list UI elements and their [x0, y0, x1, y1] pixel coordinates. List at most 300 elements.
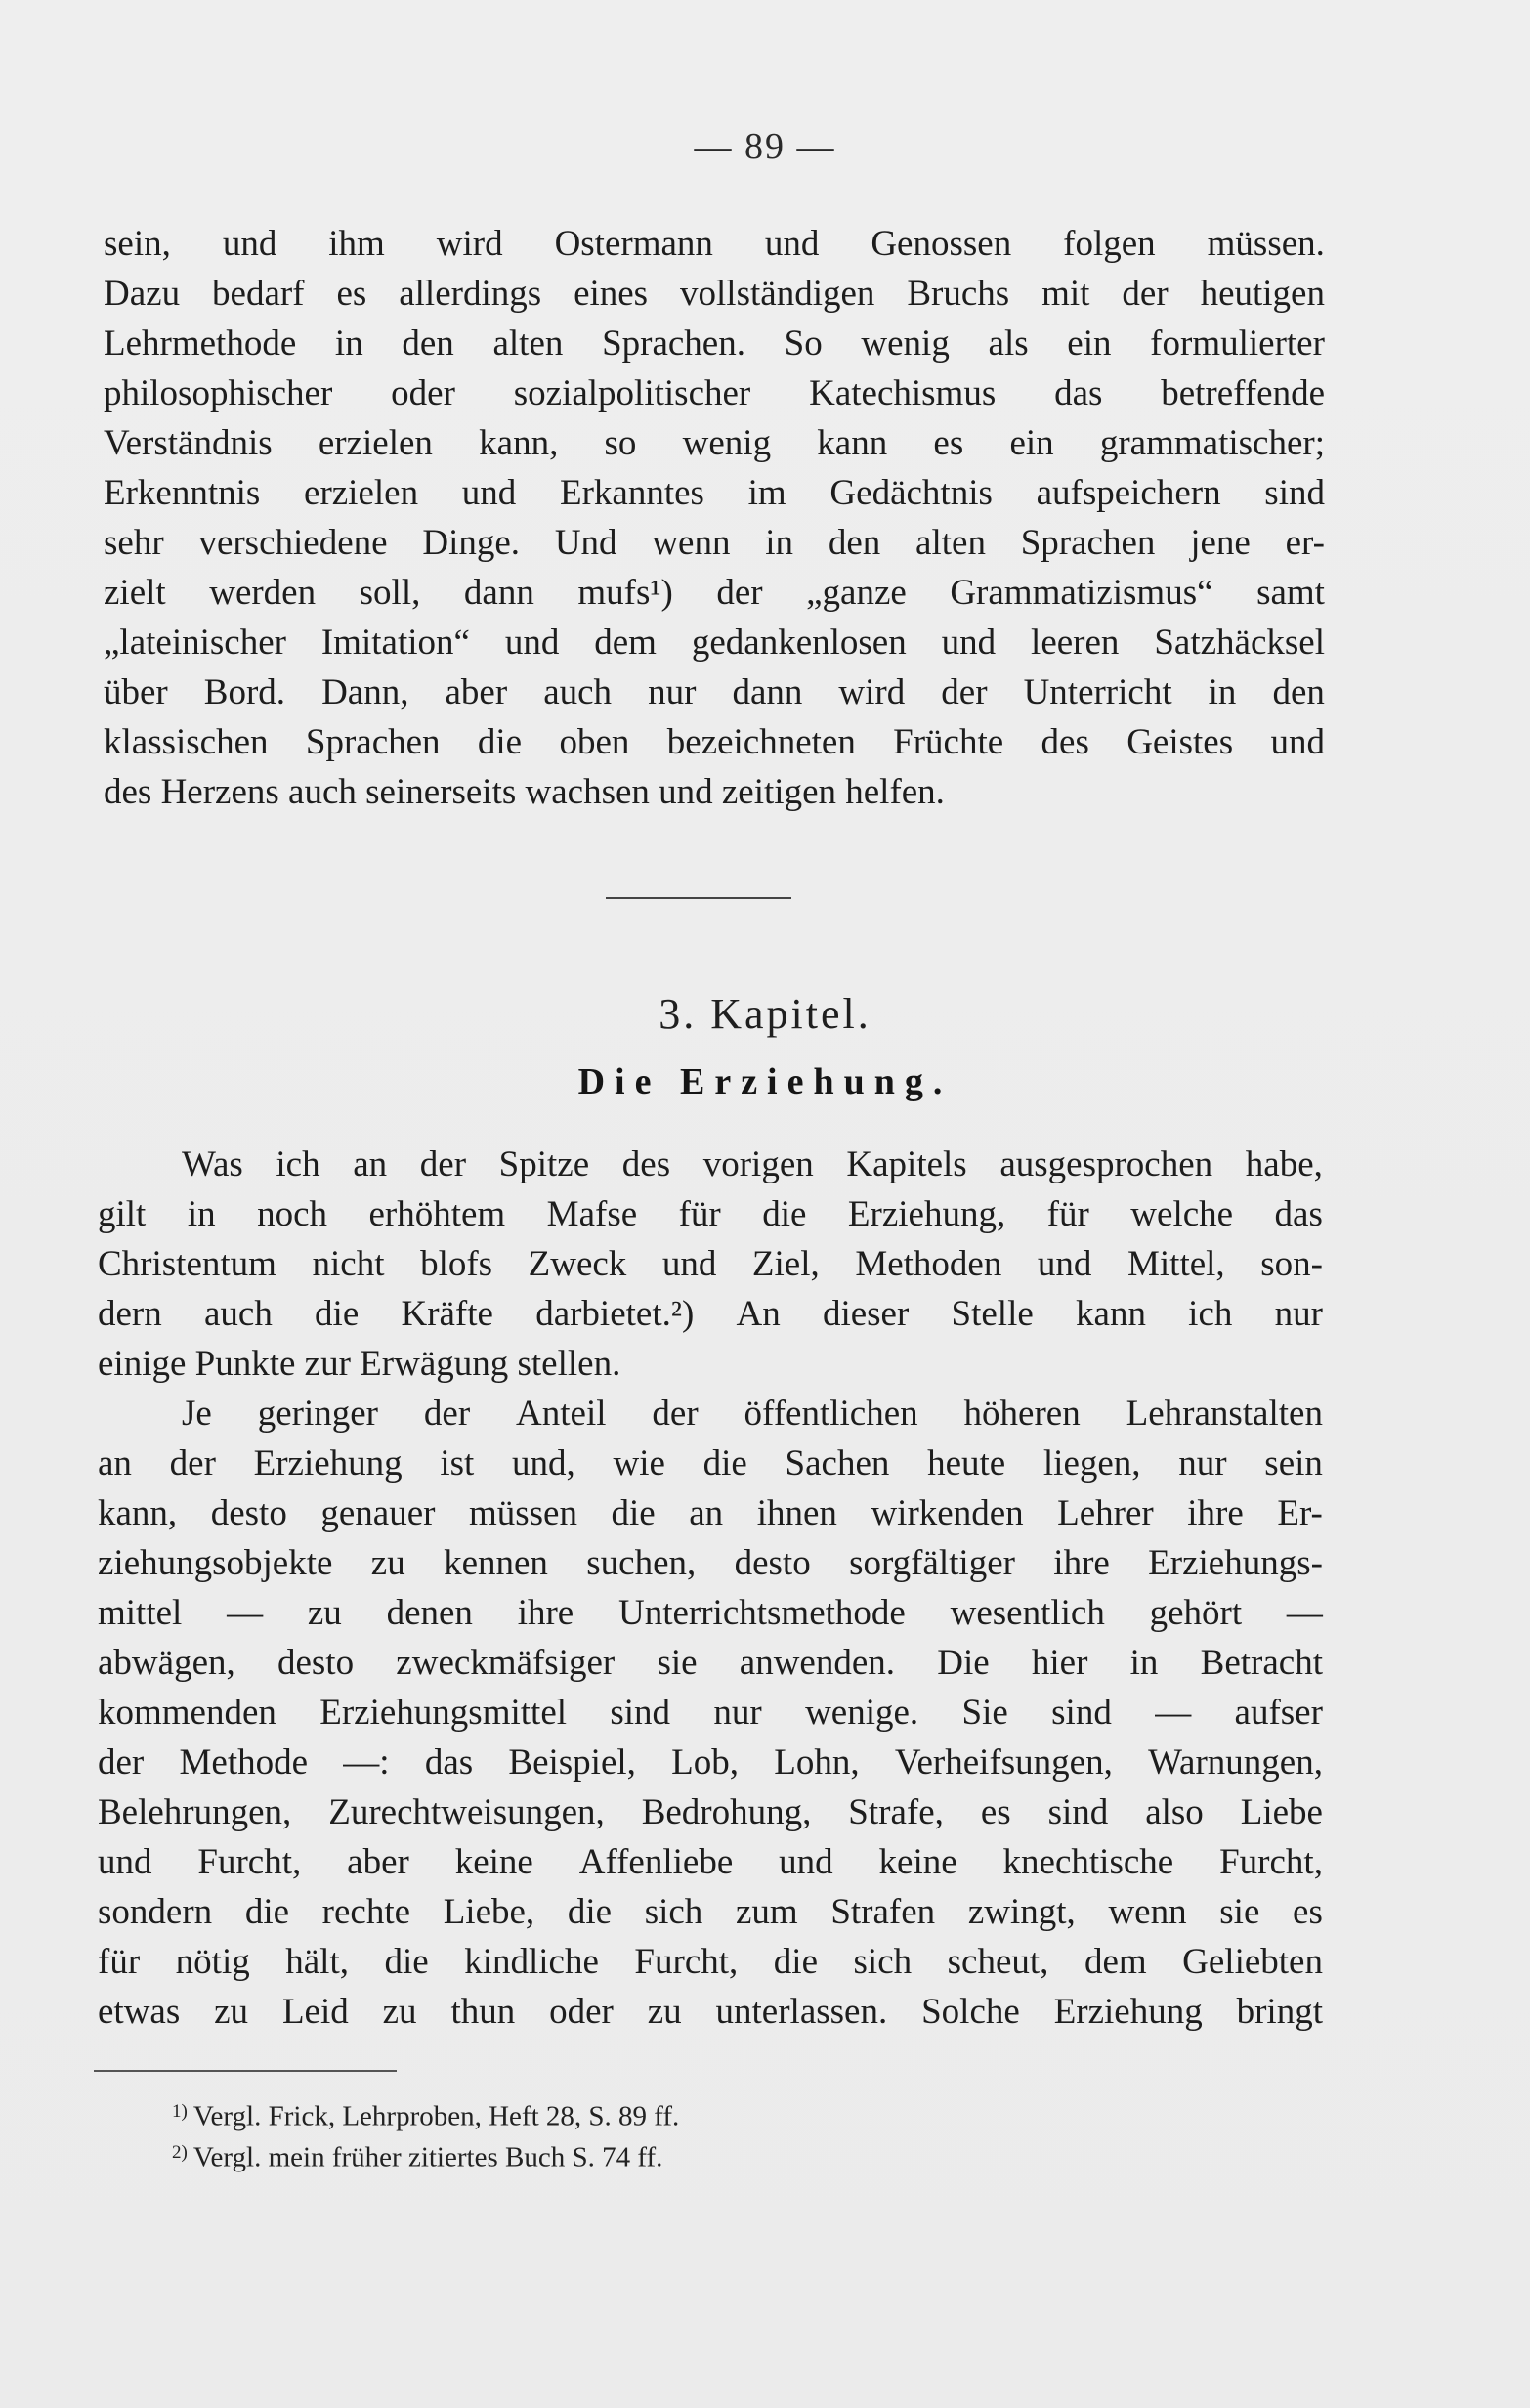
- text-line: [104, 422, 1325, 472]
- word: Ziel,: [751, 1244, 820, 1284]
- word: desto: [734, 1543, 811, 1583]
- word: mufs¹): [577, 573, 673, 613]
- word: kann,: [479, 423, 559, 463]
- word: der: [652, 1394, 699, 1434]
- word: Er-: [1277, 1493, 1323, 1533]
- word: alten: [492, 323, 564, 364]
- word: Geistes: [1126, 722, 1234, 762]
- word: So: [784, 323, 823, 364]
- word: genauer: [320, 1493, 436, 1533]
- word: wirkenden: [871, 1493, 1024, 1533]
- word: noch: [257, 1194, 327, 1234]
- word: keine: [454, 1842, 533, 1882]
- word: an: [353, 1144, 388, 1184]
- chapter-number: 3. Kapitel.: [659, 990, 871, 1038]
- word: der: [941, 672, 988, 712]
- word: oder: [391, 373, 455, 413]
- word: werden: [209, 573, 317, 613]
- word: für: [1046, 1194, 1089, 1234]
- word: Spitze: [498, 1144, 590, 1184]
- word: öffentlichen: [744, 1394, 918, 1434]
- word: ihre: [517, 1593, 574, 1633]
- word: ihnen: [756, 1493, 837, 1533]
- word: geringer: [257, 1394, 378, 1434]
- word: nur: [1178, 1443, 1227, 1484]
- word: wie: [613, 1443, 665, 1484]
- word: ihm: [328, 224, 385, 264]
- word: aber: [445, 672, 508, 712]
- word: oder: [549, 1992, 614, 2032]
- word: anwenden.: [739, 1643, 896, 1683]
- word: für: [98, 1942, 141, 1982]
- word: ist: [440, 1443, 475, 1484]
- word: sind: [1264, 473, 1325, 513]
- word: Satzhäcksel: [1154, 623, 1325, 663]
- word: Belehrungen,: [98, 1792, 292, 1832]
- word: nur: [648, 672, 697, 712]
- word: dann: [732, 672, 803, 712]
- word: Strafen: [830, 1892, 936, 1932]
- word: Beispiel,: [508, 1742, 636, 1783]
- word: Erkenntnis: [104, 473, 261, 513]
- text-line: [182, 1393, 1323, 1442]
- word: Genossen: [871, 224, 1012, 264]
- word: höheren: [963, 1394, 1081, 1434]
- word: Unterricht: [1023, 672, 1172, 712]
- word: „ganze: [806, 573, 907, 613]
- word: Katechismus: [809, 373, 997, 413]
- word: die: [567, 1892, 613, 1932]
- word: und,: [512, 1443, 575, 1484]
- word: desto: [276, 1643, 355, 1683]
- word: sie: [657, 1643, 698, 1683]
- word: Je: [182, 1394, 212, 1434]
- word: und: [1270, 722, 1325, 762]
- word: Was: [182, 1144, 243, 1184]
- word: die: [762, 1194, 807, 1234]
- word: sie: [1219, 1892, 1260, 1932]
- word: Lehrer: [1057, 1493, 1154, 1533]
- word: in: [334, 323, 363, 364]
- word: es: [980, 1792, 1011, 1832]
- word: sind: [1047, 1792, 1109, 1832]
- word: zwingt,: [967, 1892, 1076, 1932]
- word: betreffende: [1161, 373, 1325, 413]
- word: der: [423, 1394, 471, 1434]
- word: Affenliebe: [578, 1842, 734, 1882]
- word: des: [621, 1144, 671, 1184]
- word: —: [1155, 1693, 1192, 1733]
- word: die: [773, 1942, 818, 1982]
- text-line: [98, 1941, 1323, 1991]
- word: dem: [594, 623, 657, 663]
- word: —:: [343, 1742, 390, 1783]
- word: sozialpolitischer: [513, 373, 751, 413]
- word: blofs: [420, 1244, 493, 1284]
- word: zu: [382, 1992, 417, 2032]
- word: kommenden: [98, 1693, 276, 1733]
- word: Sie: [961, 1693, 1008, 1733]
- word: gehört: [1149, 1593, 1243, 1633]
- word: die: [244, 1892, 290, 1932]
- word: und: [461, 473, 517, 513]
- word: leeren: [1031, 623, 1120, 663]
- word: thun: [450, 1992, 516, 2032]
- word: für: [678, 1194, 721, 1234]
- word: heute: [927, 1443, 1006, 1484]
- text-line: [98, 1891, 1323, 1941]
- word: erhöhtem: [368, 1194, 506, 1234]
- word: scheut,: [947, 1942, 1049, 1982]
- word: auch: [203, 1294, 273, 1334]
- word: sehr: [104, 523, 164, 563]
- word: in: [1129, 1643, 1159, 1683]
- word: jene: [1190, 523, 1251, 563]
- word: den: [1272, 672, 1325, 712]
- text-line: [98, 1193, 1323, 1243]
- word: kindliche: [464, 1942, 599, 1982]
- word: über: [104, 672, 168, 712]
- word: Furcht,: [197, 1842, 302, 1882]
- word: Bord.: [203, 672, 286, 712]
- word: nötig: [175, 1942, 250, 1982]
- word: und: [222, 224, 277, 264]
- word: dern: [98, 1294, 162, 1334]
- word: das: [424, 1742, 474, 1783]
- word: bedarf: [212, 274, 305, 314]
- text-line: [104, 273, 1325, 322]
- word: in: [765, 523, 794, 563]
- text-line: [98, 1642, 1323, 1692]
- word: der: [1122, 274, 1169, 314]
- word: kann,: [98, 1493, 178, 1533]
- word: mit: [1041, 274, 1090, 314]
- word: bezeichneten: [666, 722, 856, 762]
- footnote-2: [172, 2140, 662, 2174]
- word: zu: [214, 1992, 249, 2032]
- text-line: des Herzens auch seinerseits wachsen und zeitigen helfen.: [104, 772, 945, 812]
- word: verschiedene: [198, 523, 388, 563]
- footnote-1: [172, 2099, 679, 2133]
- word: wenig: [861, 323, 950, 364]
- word: wenn: [652, 523, 731, 563]
- word: und: [779, 1842, 833, 1882]
- word: alten: [915, 523, 986, 563]
- word: ausgesprochen: [999, 1144, 1213, 1184]
- word: nur: [713, 1693, 762, 1733]
- word: Methode: [179, 1742, 309, 1783]
- word: Geliebten: [1182, 1942, 1323, 1982]
- text-line: [98, 1592, 1323, 1642]
- word: Erkanntes: [560, 473, 704, 513]
- word: sorgfältiger: [849, 1543, 1015, 1583]
- word: unterlassen.: [715, 1992, 888, 2032]
- word: zu: [647, 1992, 682, 2032]
- word: Lob,: [671, 1742, 740, 1783]
- text-line: [104, 322, 1325, 372]
- word: als: [988, 323, 1029, 364]
- word: Mafse: [546, 1194, 638, 1234]
- word: Mittel,: [1126, 1244, 1225, 1284]
- text-line: [182, 1143, 1323, 1193]
- word: allerdings: [399, 274, 542, 314]
- word: erzielen: [318, 423, 433, 463]
- word: der: [98, 1742, 145, 1783]
- word: Liebe: [1240, 1792, 1323, 1832]
- word: welche: [1130, 1194, 1234, 1234]
- word: Dinge.: [422, 523, 521, 563]
- word: sind: [610, 1693, 671, 1733]
- word: Liebe,: [443, 1892, 535, 1932]
- word: aufspeichern: [1036, 473, 1221, 513]
- footnote-mark: 2): [172, 2142, 188, 2163]
- word: den: [828, 523, 881, 563]
- word: ich: [276, 1144, 320, 1184]
- word: ihre: [1053, 1543, 1110, 1583]
- word: vollständigen: [680, 274, 875, 314]
- word: zum: [735, 1892, 798, 1932]
- word: ich: [1188, 1294, 1233, 1334]
- text-line: [104, 622, 1325, 671]
- word: desto: [210, 1493, 287, 1533]
- word: Lehrmethode: [104, 323, 297, 364]
- text-line: [104, 671, 1325, 721]
- text-line: [98, 1243, 1323, 1293]
- word: Solche: [921, 1992, 1020, 2032]
- word: Stelle: [951, 1294, 1034, 1334]
- word: Früchte: [893, 722, 1004, 762]
- word: Zweck: [528, 1244, 627, 1284]
- word: zielt: [104, 573, 166, 613]
- word: folgen: [1063, 224, 1156, 264]
- word: Sprachen.: [602, 323, 745, 364]
- word: sich: [853, 1942, 913, 1982]
- word: in: [1208, 672, 1237, 712]
- word: und: [764, 224, 820, 264]
- word: die: [384, 1942, 429, 1982]
- word: formulierter: [1150, 323, 1325, 364]
- word: Verheifsungen,: [894, 1742, 1113, 1783]
- word: ziehungsobjekte: [98, 1543, 333, 1583]
- word: er-: [1285, 523, 1325, 563]
- word: also: [1145, 1792, 1204, 1832]
- word: Erziehungsmittel: [319, 1693, 568, 1733]
- word: sind: [1051, 1693, 1112, 1733]
- word: An: [736, 1294, 781, 1334]
- text-line: [98, 1791, 1323, 1841]
- word: wenig: [682, 423, 772, 463]
- footnote-mark: 1): [172, 2101, 188, 2122]
- word: Bruchs: [907, 274, 1010, 314]
- word: kann: [817, 423, 888, 463]
- word: heutigen: [1200, 274, 1325, 314]
- word: wenige.: [805, 1693, 919, 1733]
- word: aber: [347, 1842, 409, 1882]
- text-line: [98, 1991, 1323, 2041]
- word: Erziehung,: [847, 1194, 1006, 1234]
- text-line: [98, 1293, 1323, 1343]
- word: son-: [1260, 1244, 1323, 1284]
- chapter-title: Die Erziehung.: [577, 1061, 953, 1102]
- word: in: [187, 1194, 216, 1234]
- word: Erziehung: [1053, 1992, 1203, 2032]
- word: sich: [644, 1892, 703, 1932]
- word: sondern: [98, 1892, 213, 1932]
- word: Methoden: [855, 1244, 1002, 1284]
- word: wenn: [1108, 1892, 1187, 1932]
- page-number: — 89 —: [694, 126, 836, 167]
- word: oben: [559, 722, 630, 762]
- word: dem: [1084, 1942, 1147, 1982]
- word: an: [98, 1443, 132, 1484]
- word: Christentum: [98, 1244, 276, 1284]
- word: des: [1041, 722, 1089, 762]
- word: philosophischer: [104, 373, 333, 413]
- word: wesentlich: [950, 1593, 1105, 1633]
- word: bringt: [1236, 1992, 1323, 2032]
- word: und: [1037, 1244, 1092, 1284]
- text-line: [104, 472, 1325, 522]
- word: rechte: [321, 1892, 411, 1932]
- word: Strafe,: [848, 1792, 944, 1832]
- word: den: [402, 323, 454, 364]
- word: zweckmäfsiger: [396, 1643, 616, 1683]
- word: müssen.: [1207, 224, 1325, 264]
- word: so: [604, 423, 637, 463]
- word: dann: [463, 573, 534, 613]
- word: und: [98, 1842, 152, 1882]
- word: Erziehungs-: [1148, 1543, 1323, 1583]
- word: die: [315, 1294, 360, 1334]
- word: zu: [307, 1593, 342, 1633]
- word: liegen,: [1042, 1443, 1141, 1484]
- word: ein: [1009, 423, 1054, 463]
- text-line: einige Punkte zur Erwägung stellen.: [98, 1344, 621, 1384]
- word: ihre: [1187, 1493, 1244, 1533]
- word: Bedrohung,: [641, 1792, 812, 1832]
- word: mittel: [98, 1593, 183, 1633]
- word: es: [933, 423, 964, 463]
- text-line: [98, 1492, 1323, 1542]
- text-line: [98, 1542, 1323, 1592]
- word: der: [419, 1144, 467, 1184]
- word: Sachen: [785, 1443, 890, 1484]
- word: wird: [436, 224, 503, 264]
- word: samt: [1256, 573, 1325, 613]
- word: Sprachen: [1020, 523, 1156, 563]
- word: Dazu: [104, 274, 181, 314]
- word: keine: [878, 1842, 957, 1882]
- word: Anteil: [516, 1394, 607, 1434]
- word: der: [169, 1443, 216, 1484]
- word: Kräfte: [401, 1294, 493, 1334]
- word: grammatischer;: [1099, 423, 1325, 463]
- word: vorigen: [702, 1144, 814, 1184]
- text-line: [98, 1742, 1323, 1791]
- word: Die: [937, 1643, 990, 1683]
- word: kennen: [444, 1543, 548, 1583]
- word: etwas: [98, 1992, 181, 2032]
- footnote-text: Vergl. Frick, Lehrproben, Heft 28, S. 89 ff.: [192, 2100, 680, 2132]
- word: denen: [386, 1593, 473, 1633]
- word: aufser: [1234, 1693, 1323, 1733]
- text-line: [104, 721, 1325, 771]
- word: Leid: [281, 1992, 349, 2032]
- word: Dann,: [321, 672, 409, 712]
- word: es: [336, 274, 367, 314]
- word: klassischen: [104, 722, 269, 762]
- word: im: [747, 473, 786, 513]
- word: soll,: [359, 573, 421, 613]
- word: und: [941, 623, 997, 663]
- word: —: [1286, 1593, 1323, 1633]
- word: an: [689, 1493, 724, 1533]
- word: die: [611, 1493, 656, 1533]
- word: nicht: [312, 1244, 385, 1284]
- word: abwägen,: [98, 1643, 235, 1683]
- word: das: [1054, 373, 1103, 413]
- word: der: [716, 573, 763, 613]
- word: Unterrichtsmethode: [617, 1593, 906, 1633]
- word: Und: [554, 523, 617, 563]
- word: Furcht,: [634, 1942, 739, 1982]
- text-line: [98, 1841, 1323, 1891]
- word: die: [702, 1443, 747, 1484]
- word: Warnungen,: [1148, 1742, 1323, 1783]
- word: und: [504, 623, 560, 663]
- word: suchen,: [586, 1543, 697, 1583]
- word: gilt: [98, 1194, 147, 1234]
- word: müssen: [468, 1493, 577, 1533]
- word: wird: [838, 672, 906, 712]
- word: Kapitels: [846, 1144, 967, 1184]
- word: Lehranstalten: [1126, 1394, 1323, 1434]
- text-line: [104, 223, 1325, 273]
- word: und: [661, 1244, 717, 1284]
- word: ein: [1067, 323, 1112, 364]
- word: es: [1293, 1892, 1323, 1932]
- footnote-divider: [94, 2070, 397, 2072]
- word: —: [227, 1593, 264, 1633]
- word: Imitation“: [320, 623, 470, 663]
- word: knechtische: [1002, 1842, 1174, 1882]
- word: habe,: [1245, 1144, 1323, 1184]
- text-line: [104, 372, 1325, 422]
- footnote-text: Vergl. mein früher zitiertes Buch S. 74 ff.: [192, 2141, 663, 2173]
- word: zu: [370, 1543, 405, 1583]
- word: dieser: [822, 1294, 910, 1334]
- text-line: [104, 572, 1325, 622]
- word: die: [477, 722, 523, 762]
- text-line: [98, 1692, 1323, 1742]
- word: das: [1274, 1194, 1323, 1234]
- word: Ostermann: [554, 224, 713, 264]
- word: eines: [574, 274, 649, 314]
- word: hier: [1031, 1643, 1088, 1683]
- word: sein,: [104, 224, 171, 264]
- word: Verständnis: [104, 423, 273, 463]
- text-line: [98, 1442, 1323, 1492]
- word: Erziehung: [253, 1443, 403, 1484]
- word: Gedächtnis: [829, 473, 993, 513]
- word: hält,: [285, 1942, 349, 1982]
- word: auch: [543, 672, 613, 712]
- word: Sprachen: [305, 722, 441, 762]
- word: kann: [1076, 1294, 1146, 1334]
- word: Lohn,: [774, 1742, 860, 1783]
- word: sein: [1264, 1443, 1323, 1484]
- word: Betracht: [1200, 1643, 1323, 1683]
